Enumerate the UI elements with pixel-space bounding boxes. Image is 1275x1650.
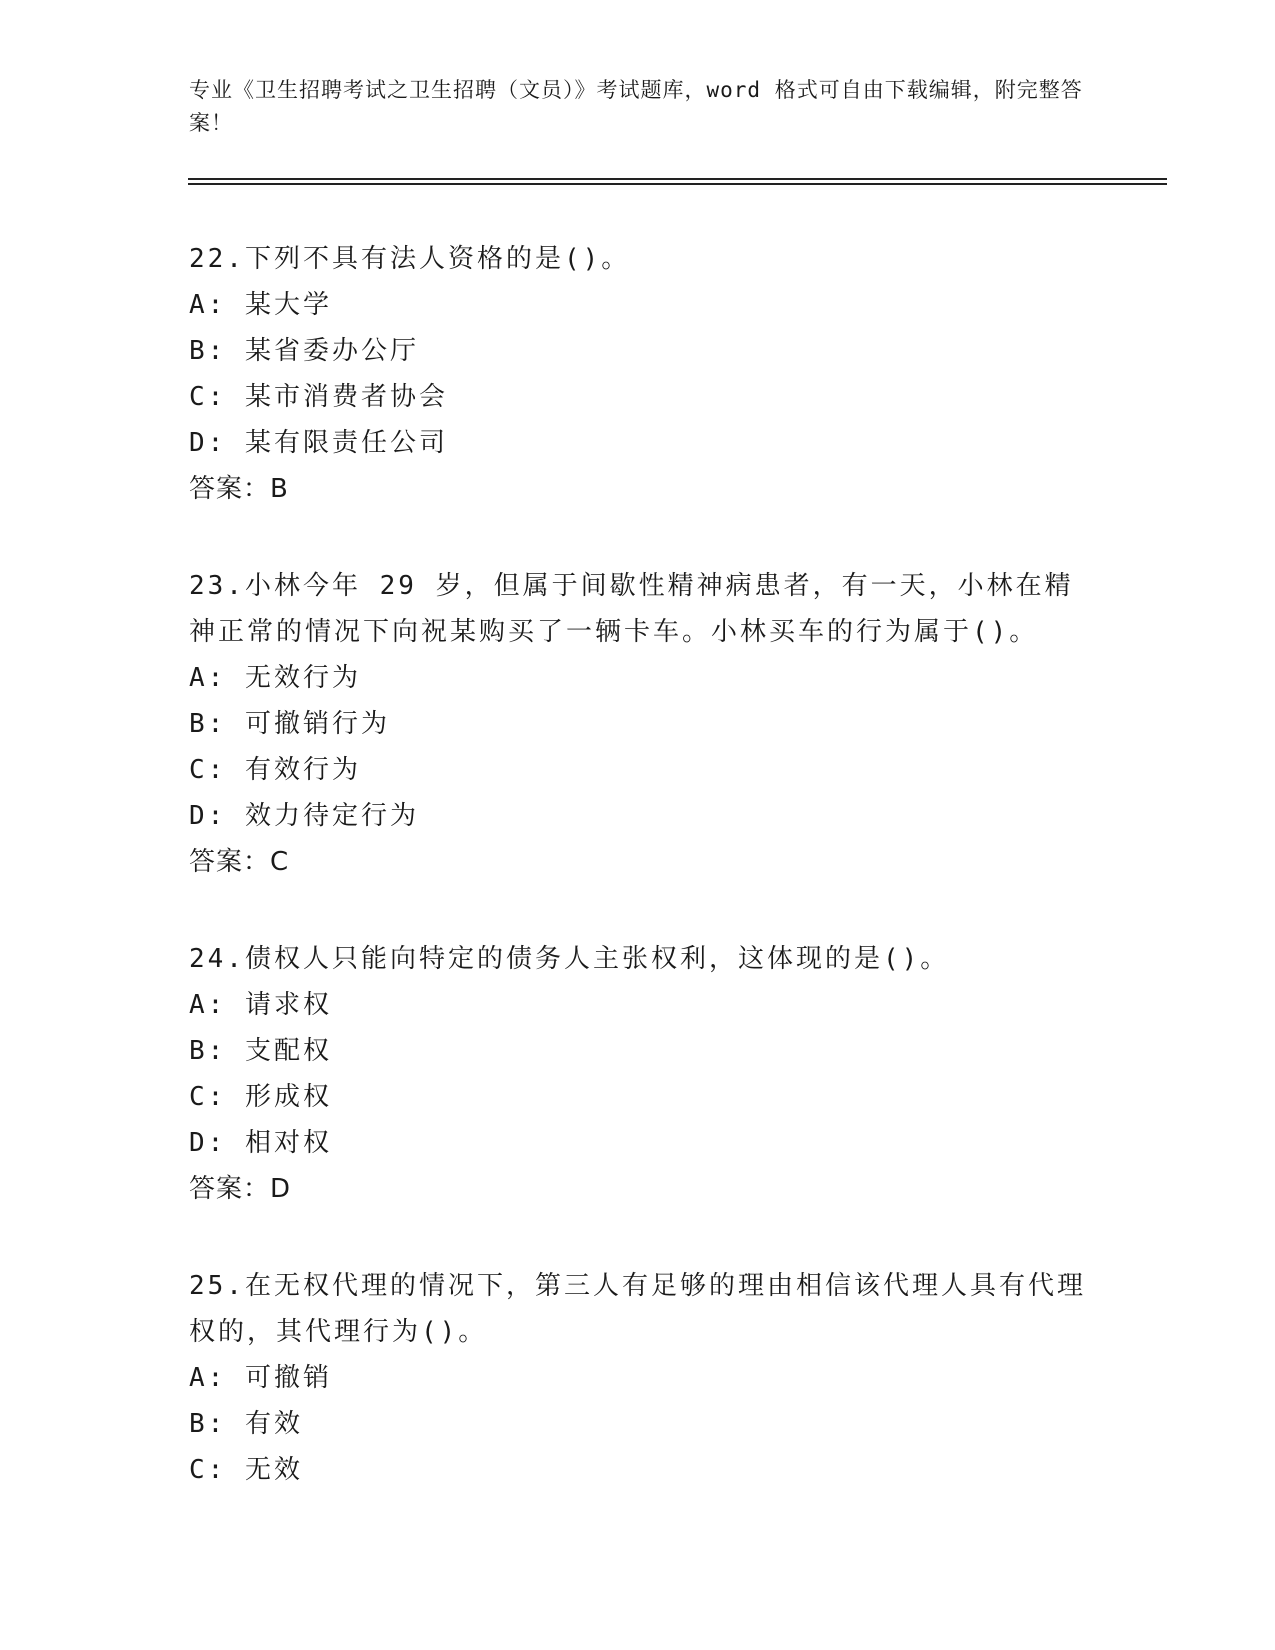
question-text: 23.小林今年 29 岁，但属于间歇性精神病患者，有一天，小林在精神正常的情况下向祝某购买了一辆卡车。小林买车的行为属于()。 [189,571,1074,647]
answer-text: 答案：C [189,847,290,877]
option-b: B: 有效 [189,1409,303,1439]
header-divider-top [188,178,1167,180]
question-text: 22.下列不具有法人资格的是()。 [189,244,631,274]
header-intro-text: 专业《卫生招聘考试之卫生招聘（文员）》考试题库，word 格式可自由下载编辑，附完整答案！ [189,78,1083,135]
option-d: D: 某有限责任公司 [189,428,448,458]
option-a: A: 可撤销 [189,1363,332,1393]
question-list [189,236,1089,1544]
question-23 [189,563,1089,885]
option-a: A: 某大学 [189,290,332,320]
option-a: A: 无效行为 [189,663,361,693]
option-b: B: 可撤销行为 [189,709,390,739]
option-b: B: 支配权 [189,1036,332,1066]
question-24 [189,936,1089,1212]
answer-text: 答案：B [189,474,289,504]
header-divider-bottom [188,183,1167,185]
question-text: 24.债权人只能向特定的债务人主张权利，这体现的是()。 [189,944,950,974]
question-text: 25.在无权代理的情况下，第三人有足够的理由相信该代理人具有代理权的，其代理行为()。 [189,1271,1086,1347]
option-d: D: 相对权 [189,1128,332,1158]
document-header [189,74,1089,140]
option-c: C: 形成权 [189,1082,332,1112]
answer-text: 答案：D [189,1174,292,1204]
option-c: C: 有效行为 [189,755,361,785]
option-b: B: 某省委办公厅 [189,336,419,366]
option-d: D: 效力待定行为 [189,801,419,831]
question-22 [189,236,1089,512]
question-25 [189,1263,1089,1493]
option-c: C: 某市消费者协会 [189,382,448,412]
option-a: A: 请求权 [189,990,332,1020]
option-c: C: 无效 [189,1455,303,1485]
